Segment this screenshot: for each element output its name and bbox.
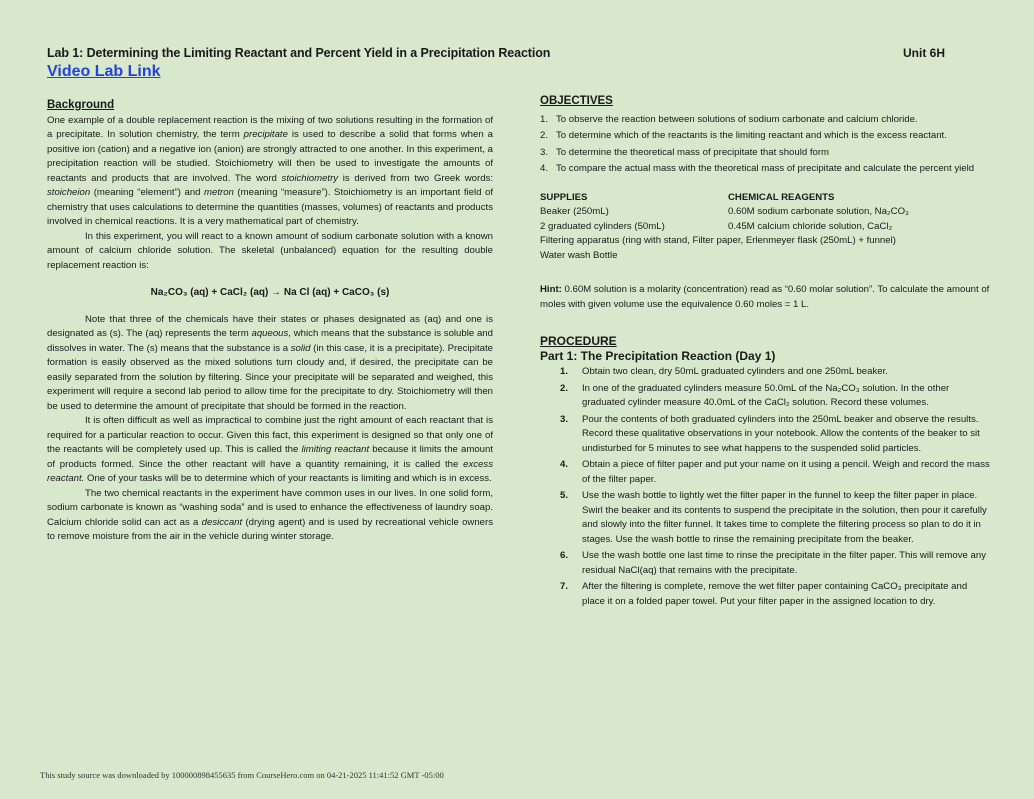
- list-item: 3. Pour the contents of both graduated cylinders into the 250mL beaker and observe the results. Record these qualitative observations in your notebook. Allow the contents of the beaker to sit undisturbed for 5 minutes to see what happens to the suspended solid particles.: [560, 413, 980, 454]
- list-item: 7. After the filtering is complete, remove the wet filter paper containing CaCO₃ precipitate and place it on a folded paper towel. Put your filter paper in the assigned location to dry.: [560, 581, 968, 607]
- objectives-heading: OBJECTIVES: [540, 95, 613, 107]
- list-item: 6. Use the wash bottle one last time to rinse the precipitate in the filter paper. This will remove any residual NaCl(aq) that remains with the precipitate.: [560, 550, 987, 576]
- procedure-list: [540, 365, 990, 609]
- list-item: 2. In one of the graduated cylinders measure 50.0mL of the Na₂CO₃ solution. In the other graduated cylinder measure 40.0mL of the CaCl₂ solution. Record these volumes.: [560, 382, 950, 408]
- list-item: 2. To determine which of the reactants is the limiting reactant and which is the excess reactant.: [540, 130, 947, 141]
- unit-label: Unit 6H: [903, 46, 945, 60]
- background-paragraph-2: In this experiment, you will react to a known amount of sodium carbonate solution with a known amount of calcium chloride solution. The skeletal (unbalanced) equation for the resulting double replacement reaction is:: [47, 230, 493, 271]
- list-item: 1. To observe the reaction between solutions of sodium carbonate and calcium chloride.: [540, 113, 918, 125]
- background-paragraph-5: The two chemical reactants in the experiment have common uses in our lives. In one solid form, sodium carbonate is known as “washing soda” and is used to enhance the effectiveness of laundry soap. Calcium chloride solid can act as a desiccant (drying agent) and is used by recreational vehicle owners to remove moisture from the air in the vehicle during winter storage.: [47, 487, 493, 542]
- supply-item: Water wash Bottle: [540, 249, 618, 261]
- reagent-item: 0.45M calcium chloride solution, CaCl₂: [728, 220, 893, 232]
- supplies-table: [540, 191, 990, 235]
- background-heading: Background: [47, 99, 115, 111]
- objectives-list: [540, 113, 990, 177]
- list-item: 3. To determine the theoretical mass of precipitate that should form: [540, 146, 830, 158]
- list-item: 4. To compare the actual mass with the theoretical mass of precipitate and calculate the percent yield: [540, 163, 975, 174]
- supplies-heading: SUPPLIES: [540, 191, 588, 203]
- part-1-heading: Part 1: The Precipitation Reaction (Day 1): [540, 348, 776, 363]
- reagent-item: 0.60M sodium carbonate solution, Na₂CO₃: [728, 206, 909, 217]
- hint-note: Hint: 0.60M solution is a molarity (concentration) read as “0.60 molar solution”. To calculate the amount of moles with given volume use the equivalence 0.60 moles = 1 L.: [540, 284, 990, 310]
- supply-item: 2 graduated cylinders (50mL): [540, 220, 665, 232]
- list-item: 5. Use the wash bottle to lightly wet the filter paper in the funnel to keep the filter paper in place. Swirl the beaker and its contents to suspend the precipitate in the solution, then pour it carefully and slowly into the filter funnel. It takes time to complete the filtering process so plan to do it in stages. Use the wash bottle to rinse the remaining precipitate from the beaker.: [560, 490, 987, 545]
- reaction-equation: Na₂CO₃ (aq) + CaCl₂ (aq) → Na Cl (aq) + CaCO₃ (s): [150, 287, 390, 298]
- reagents-heading: CHEMICAL REAGENTS: [728, 191, 835, 203]
- background-section: [47, 98, 493, 545]
- background-paragraph-3: Note that three of the chemicals have their states or phases designated as (aq) and one is designated as (s). The (aq) represents the term aqueous, which means that the substance is soluble and dissolves in water. The (s) means that the substance is a solid (in this case, it is a precipitate). Precipitate formation is easily observed as the mixed solutions turn cloudy and, if desired, the precipitate can be easily separated from the solution by filtering. Since your precipitate will be separated and weighed, this experiment will require a second lab period to allow time for the precipitate to dry. Stoichiometry will then be used to determine the amount of precipitate that should be formed in the reaction.: [47, 313, 493, 412]
- supply-item: Filtering apparatus (ring with stand, Filter paper, Erlenmeyer flask (250mL) + funnel): [540, 235, 896, 246]
- background-paragraph-1: One example of a double replacement reaction is the mixing of two solutions resulting in the formation of a precipitate. In solution chemistry, the term precipitate is used to describe a solid that forms when a positive ion (cation) and a negative ion (anion) are strongly attracted to one another. In this experiment, a precipitation reaction will be studied. Stoichiometry will then be used to investigate the amounts of reactants and products that are involved. The word stoichiometry is derived from two Greek words: stoicheion (meaning “element”) and metron (meaning “measure”). Stoichiometry is an important field of chemistry that uses calculations to determine the quantities (masses, volumes) of reactants and products involved in chemical reactions. It is a very mathematical part of chemistry.: [47, 114, 493, 227]
- list-item: 4. Obtain a piece of filter paper and put your name on it using a pencil. Weigh and record the mass of the filter paper.: [560, 459, 990, 485]
- supply-item: Beaker (250mL): [540, 206, 609, 217]
- list-item: 1. Obtain two clean, dry 50mL graduated cylinders and one 250mL beaker.: [560, 366, 888, 377]
- background-paragraph-4: It is often difficult as well as impractical to combine just the right amount of each reactant that is required for a particular reaction to occur. Given this fact, this experiment is designed so that only one of the reactants will be completely used up. This is called the limiting reactant because it limits the amount of products formed. Since the other reactant will have a quantity remaining, it is called the excess reactant. One of your tasks will be to determine which of your reactants is limiting and which is in excess.: [47, 415, 494, 484]
- right-column: [540, 94, 990, 611]
- procedure-heading: PROCEDURE: [540, 334, 617, 348]
- video-lab-link[interactable]: Video Lab Link: [47, 63, 161, 80]
- lab-title: Lab 1: Determining the Limiting Reactant and Percent Yield in a Precipitation Reaction: [47, 46, 551, 60]
- download-footer: This study source was downloaded by 100000898455635 from CourseHero.com on 04-21-2025 11:41:52 GMT -05:00: [40, 770, 444, 780]
